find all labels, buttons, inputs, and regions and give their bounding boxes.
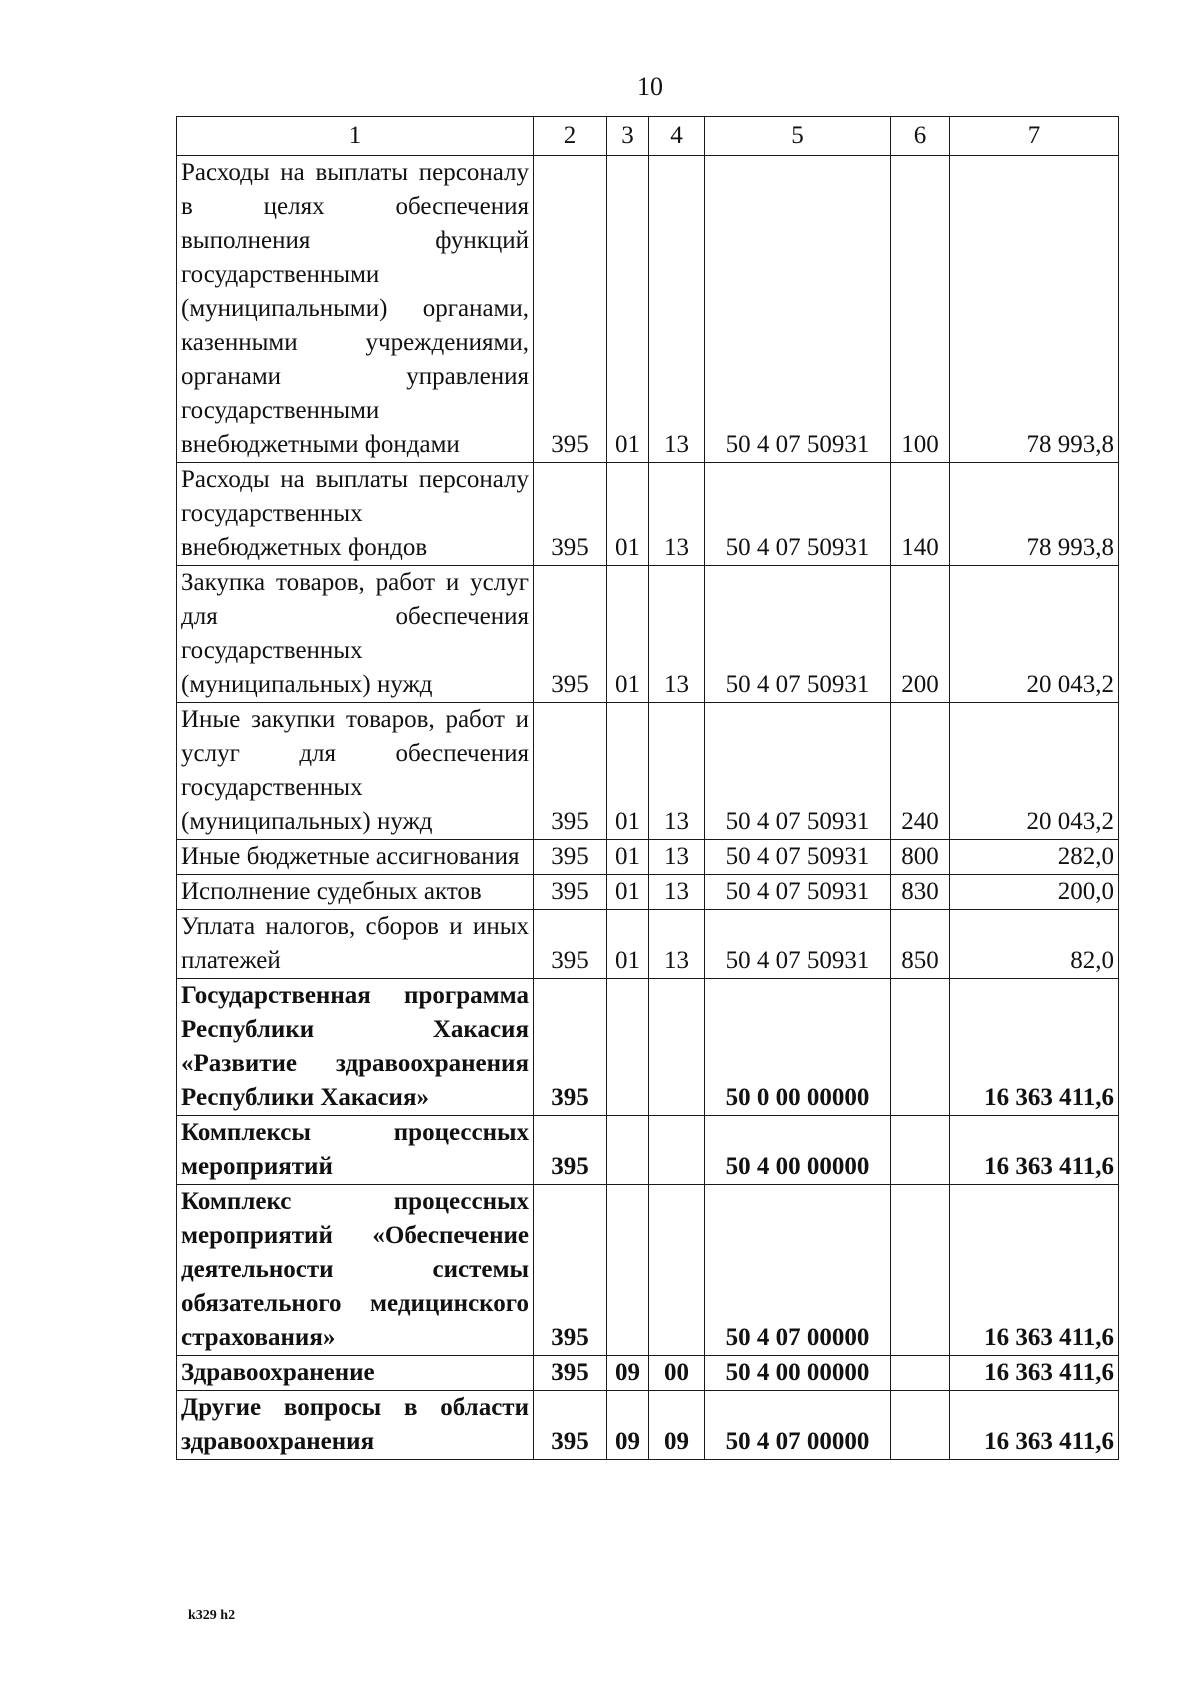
col-5-value: 50 4 07 50931: [705, 463, 891, 566]
col-6-value: 830: [891, 875, 950, 910]
row-name: Закупка товаров, работ и услуг для обеспечения государственных (муниципальных) нужд: [177, 566, 534, 703]
col-4-value: 00: [649, 1356, 705, 1391]
col-2-value: 395: [534, 156, 607, 463]
col-5-value: 50 4 00 00000: [705, 1356, 891, 1391]
col-3-value: [607, 1116, 649, 1185]
amount-value: 20 043,2: [950, 703, 1119, 840]
col-4-value: [649, 1116, 705, 1185]
col-6-value: 800: [891, 840, 950, 875]
row-name: Иные закупки товаров, работ и услуг для обеспечения государственных (муниципальных) нужд: [177, 703, 534, 840]
col-4-value: 13: [649, 156, 705, 463]
col-5-value: 50 4 07 50931: [705, 566, 891, 703]
col-6-value: 240: [891, 703, 950, 840]
header-col-7: 7: [950, 117, 1119, 156]
amount-value: 282,0: [950, 840, 1119, 875]
col-3-value: [607, 979, 649, 1116]
col-3-value: 01: [607, 910, 649, 979]
header-col-4: 4: [649, 117, 705, 156]
col-3-value: 01: [607, 566, 649, 703]
col-6-value: 100: [891, 156, 950, 463]
col-6-value: [891, 1391, 950, 1460]
col-4-value: 09: [649, 1391, 705, 1460]
col-2-value: 395: [534, 1116, 607, 1185]
col-5-value: 50 4 00 00000: [705, 1116, 891, 1185]
footer-code: k329 h2: [188, 1608, 236, 1623]
col-6-value: [891, 1356, 950, 1391]
col-6-value: [891, 1185, 950, 1356]
header-col-5: 5: [705, 117, 891, 156]
amount-value: 20 043,2: [950, 566, 1119, 703]
col-3-value: 01: [607, 463, 649, 566]
col-4-value: 13: [649, 840, 705, 875]
header-col-1: 1: [177, 117, 534, 156]
col-6-value: 140: [891, 463, 950, 566]
amount-value: 78 993,8: [950, 463, 1119, 566]
col-3-value: 01: [607, 703, 649, 840]
col-3-value: 01: [607, 875, 649, 910]
amount-value: 16 363 411,6: [950, 1116, 1119, 1185]
table-row: [177, 1185, 1119, 1356]
col-4-value: 13: [649, 910, 705, 979]
amount-value: 82,0: [950, 910, 1119, 979]
row-name: Здравоохранение: [177, 1356, 534, 1391]
table-row: [177, 566, 1119, 703]
table-row: [177, 1391, 1119, 1460]
table-row: [177, 1356, 1119, 1391]
header-col-6: 6: [891, 117, 950, 156]
col-5-value: 50 4 07 00000: [705, 1185, 891, 1356]
amount-value: 78 993,8: [950, 156, 1119, 463]
amount-value: 200,0: [950, 875, 1119, 910]
col-5-value: 50 4 07 50931: [705, 703, 891, 840]
col-2-value: 395: [534, 910, 607, 979]
row-name: Комплекс процессных мероприятий «Обеспечение деятельности системы обязательного медицинского страхования»: [177, 1185, 534, 1356]
col-2-value: 395: [534, 840, 607, 875]
row-name: Расходы на выплаты персоналу в целях обеспечения выполнения функций государственными (муниципальными) органами, казенными учреждениями, органами управления государственными внебюджетными фондами: [177, 156, 534, 463]
table-row: [177, 156, 1119, 463]
col-2-value: 395: [534, 875, 607, 910]
table-row: [177, 840, 1119, 875]
col-5-value: 50 4 07 50931: [705, 910, 891, 979]
col-3-value: [607, 1185, 649, 1356]
budget-table: [176, 116, 1119, 1460]
col-2-value: 395: [534, 1356, 607, 1391]
amount-value: 16 363 411,6: [950, 1391, 1119, 1460]
col-2-value: 395: [534, 1185, 607, 1356]
col-6-value: 200: [891, 566, 950, 703]
col-4-value: [649, 979, 705, 1116]
col-2-value: 395: [534, 979, 607, 1116]
col-2-value: 395: [534, 463, 607, 566]
col-6-value: [891, 979, 950, 1116]
col-5-value: 50 4 07 00000: [705, 1391, 891, 1460]
amount-value: 16 363 411,6: [950, 979, 1119, 1116]
col-3-value: 09: [607, 1356, 649, 1391]
row-name: Расходы на выплаты персоналу государственных внебюджетных фондов: [177, 463, 534, 566]
table-row: [177, 875, 1119, 910]
amount-value: 16 363 411,6: [950, 1185, 1119, 1356]
table-row: [177, 703, 1119, 840]
row-name: Иные бюджетные ассигнования: [177, 840, 534, 875]
row-name: Комплексы процессных мероприятий: [177, 1116, 534, 1185]
table-row: [177, 910, 1119, 979]
header-col-2: 2: [534, 117, 607, 156]
amount-value: 16 363 411,6: [950, 1356, 1119, 1391]
col-6-value: [891, 1116, 950, 1185]
col-6-value: 850: [891, 910, 950, 979]
page-number: 10: [637, 72, 663, 101]
col-4-value: [649, 1185, 705, 1356]
col-5-value: 50 4 07 50931: [705, 840, 891, 875]
row-name: Государственная программа Республики Хакасия «Развитие здравоохранения Республики Хакасия»: [177, 979, 534, 1116]
col-2-value: 395: [534, 1391, 607, 1460]
row-name: Уплата налогов, сборов и иных платежей: [177, 910, 534, 979]
col-4-value: 13: [649, 566, 705, 703]
col-4-value: 13: [649, 875, 705, 910]
col-4-value: 13: [649, 463, 705, 566]
row-name: Исполнение судебных актов: [177, 875, 534, 910]
col-4-value: 13: [649, 703, 705, 840]
table-row: [177, 1116, 1119, 1185]
col-3-value: 01: [607, 156, 649, 463]
col-5-value: 50 4 07 50931: [705, 875, 891, 910]
col-3-value: 01: [607, 840, 649, 875]
col-5-value: 50 4 07 50931: [705, 156, 891, 463]
table-row: [177, 979, 1119, 1116]
col-5-value: 50 0 00 00000: [705, 979, 891, 1116]
table-row: [177, 463, 1119, 566]
row-name: Другие вопросы в области здравоохранения: [177, 1391, 534, 1460]
header-col-3: 3: [607, 117, 649, 156]
col-3-value: 09: [607, 1391, 649, 1460]
col-2-value: 395: [534, 703, 607, 840]
col-2-value: 395: [534, 566, 607, 703]
header-row: [177, 117, 1119, 156]
